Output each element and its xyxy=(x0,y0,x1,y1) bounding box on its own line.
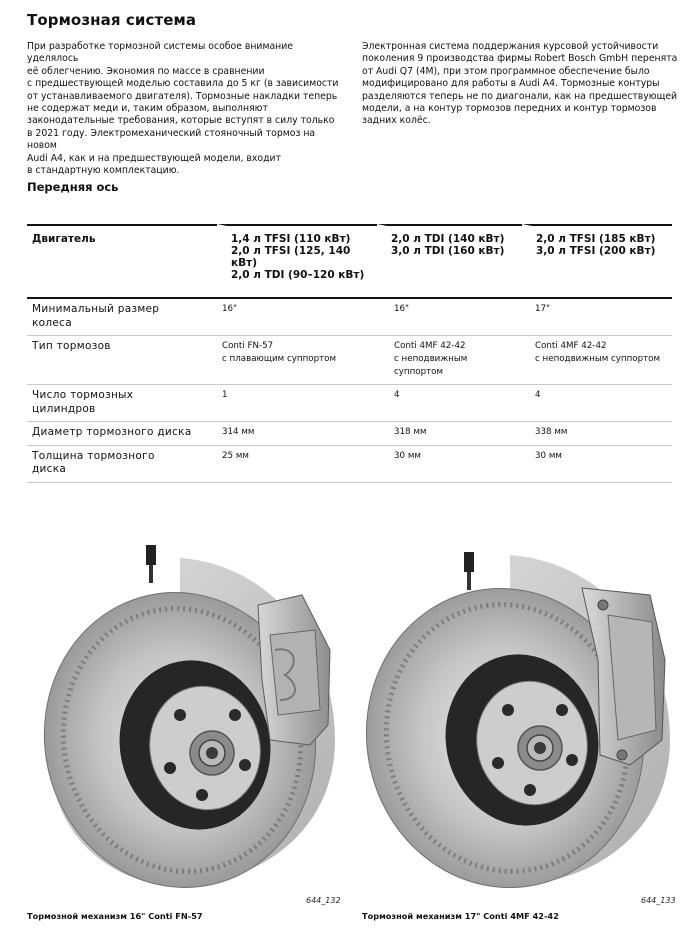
header-engine-group-2: 2,0 л TDI (140 кВт) 3,0 л TDI (160 кВт) xyxy=(377,224,522,297)
section-title: Передняя ось xyxy=(27,180,119,194)
table-cell: 30 мм xyxy=(522,445,672,483)
table-header-row xyxy=(27,224,672,297)
table-cell: 4 xyxy=(377,384,522,421)
intro-left-paragraph: При разработке тормозной системы особое внимание уделялось её облегчению. Экономия по массе в сравнении с предшествующей моделью составила до 5 кг (в зависимости от устанавливаемого двигателя). Тормозные накладки теперь не содержат меди и, таким образом, выполняют законодательные требования, которые вступят в силу только в 2021 году. Электромеханический стояночный тормоз на новом Audi A4, как и на предшествующей модели, входит в стандартную комплектацию. xyxy=(27,41,339,177)
row-label: Минимальный размер колеса xyxy=(27,297,217,335)
table-row xyxy=(27,421,672,445)
table-cell: 318 мм xyxy=(377,421,522,445)
row-label: Диаметр тормозного диска xyxy=(27,421,217,445)
table-cell: 25 мм xyxy=(217,445,377,483)
brake-disc-illustration xyxy=(360,540,680,895)
table-cell: 17" xyxy=(522,297,672,335)
table-row xyxy=(27,445,672,483)
row-label: Число тормозных цилиндров xyxy=(27,384,217,421)
row-label: Тип тормозов xyxy=(27,335,217,384)
figure-caption: Тормозной механизм 16" Conti FN-57 xyxy=(27,911,203,921)
table-cell: Conti FN-57 с плавающим суппортом xyxy=(217,335,377,384)
header-engine-group-3: 2,0 л TFSI (185 кВт) 3,0 л TFSI (200 кВт) xyxy=(522,224,672,297)
header-engine-group-1: 1,4 л TFSI (110 кВт) 2,0 л TFSI (125, 140 кВт) 2,0 л TDI (90–120 кВт) xyxy=(217,224,377,297)
brake-image-floating-caliper xyxy=(30,540,350,895)
table-cell: 30 мм xyxy=(377,445,522,483)
table-cell: 16" xyxy=(377,297,522,335)
figure-code: 644_132 xyxy=(306,896,341,905)
table-cell: 338 мм xyxy=(522,421,672,445)
table-row xyxy=(27,335,672,384)
table-cell: 314 мм xyxy=(217,421,377,445)
brake-disc-illustration xyxy=(30,540,350,895)
table-cell: 1 xyxy=(217,384,377,421)
row-label: Толщина тормозного диска xyxy=(27,445,217,483)
table-row xyxy=(27,297,672,335)
page-title: Тормозная система xyxy=(27,11,197,29)
intro-right-paragraph: Электронная система поддержания курсовой устойчивости поколения 9 производства фирмы Robert Bosch GmbH перенята от Audi Q7 (4M), при этом программное обеспечение было модифицировано для работы в Audi A4. Тормозные контуры разделяются теперь не по диагонали, как на предшествующей модели, а на контур тормозов передних и контур тормозов задних колёс. xyxy=(362,41,678,127)
table-cell: Conti 4MF 42-42 с неподвижным суппортом xyxy=(522,335,672,384)
figure-code: 644_133 xyxy=(641,896,676,905)
table-row xyxy=(27,384,672,421)
table-cell: 16" xyxy=(217,297,377,335)
figure-caption: Тормозной механизм 17" Conti 4MF 42-42 xyxy=(362,911,559,921)
table-cell: 4 xyxy=(522,384,672,421)
header-engine: Двигатель xyxy=(27,224,217,297)
table-cell: Conti 4MF 42-42 с неподвижным суппортом xyxy=(377,335,522,384)
front-axle-spec-table xyxy=(27,224,672,483)
brake-image-fixed-caliper xyxy=(360,540,680,895)
